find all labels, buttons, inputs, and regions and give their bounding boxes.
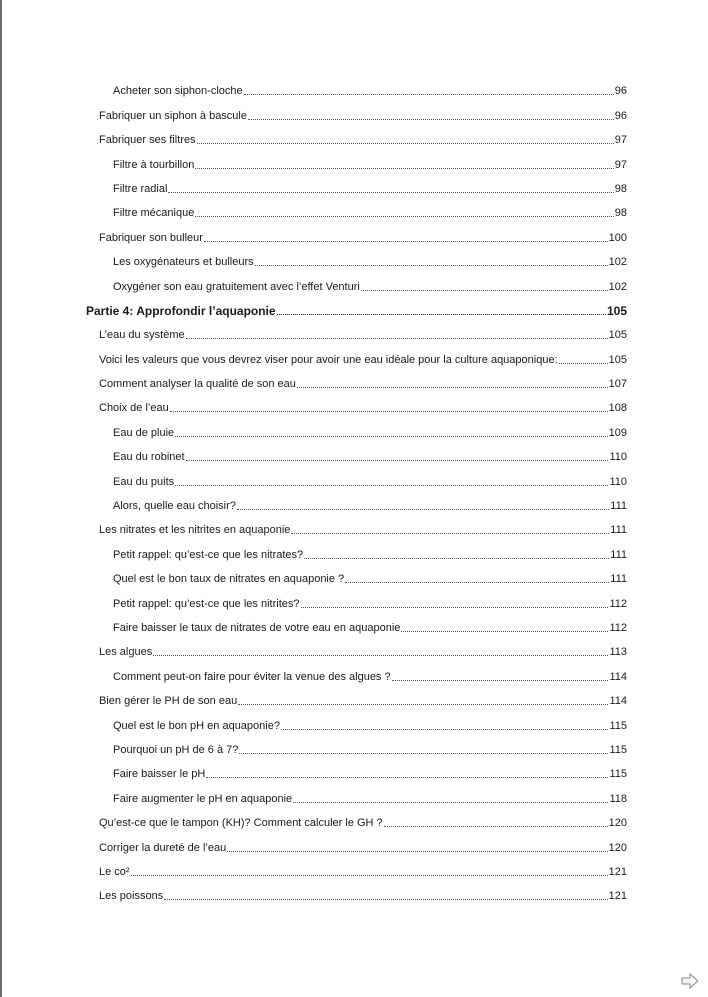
toc-page-number: 98 bbox=[614, 207, 627, 220]
toc-leader-dots bbox=[345, 581, 609, 583]
toc-leader-dots bbox=[227, 850, 607, 852]
toc-entry-title: Eau du robinet bbox=[113, 451, 185, 464]
toc-page-number: 111 bbox=[610, 548, 627, 561]
toc-entry-title: Fabriquer un siphon à bascule bbox=[99, 109, 247, 122]
toc-entry-title: Les algues bbox=[99, 646, 153, 659]
toc-entry[interactable] bbox=[113, 78, 627, 102]
toc-page-number: 118 bbox=[609, 792, 627, 805]
toc-entry[interactable] bbox=[113, 493, 627, 517]
toc-leader-dots bbox=[255, 264, 608, 266]
toc-page-number: 121 bbox=[608, 865, 627, 878]
toc-entry-title: Filtre mécanique bbox=[113, 207, 195, 220]
toc-leader-dots bbox=[281, 728, 608, 730]
toc-leader-dots bbox=[131, 874, 608, 876]
toc-entry-title: L’eau du système bbox=[99, 329, 185, 342]
toc-entry[interactable] bbox=[113, 419, 627, 443]
toc-entry-title: Choix de l’eau bbox=[99, 402, 169, 415]
toc-entry-title: Les oxygénateurs et bulleurs bbox=[113, 256, 254, 269]
toc-page-number: 115 bbox=[609, 719, 627, 732]
table-of-contents bbox=[0, 78, 708, 907]
toc-page-number: 111 bbox=[610, 500, 627, 513]
toc-entry[interactable] bbox=[113, 200, 627, 224]
toc-entry-title: Voici les valeurs que vous devrez viser pour avoir une eau idéale pour la culture aquaponique: bbox=[99, 353, 558, 366]
toc-leader-dots bbox=[186, 459, 609, 461]
toc-page-number: 110 bbox=[609, 451, 627, 464]
toc-page-number: 96 bbox=[614, 109, 627, 122]
toc-page-number: 109 bbox=[608, 426, 627, 439]
toc-leader-dots bbox=[361, 289, 608, 291]
toc-entry[interactable] bbox=[99, 371, 627, 395]
toc-page-number: 107 bbox=[608, 378, 627, 391]
toc-entry-title: Alors, quelle eau choisir? bbox=[113, 500, 236, 513]
toc-entry-title: Eau du puits bbox=[113, 475, 175, 488]
toc-leader-dots bbox=[392, 679, 609, 681]
toc-entry-title: Filtre radial bbox=[113, 182, 168, 195]
toc-entry[interactable] bbox=[99, 346, 627, 370]
toc-entry-title: Faire augmenter le pH en aquaponie bbox=[113, 792, 293, 805]
toc-entry-title: Petit rappel: qu’est-ce que les nitrates? bbox=[113, 548, 304, 561]
toc-page-number: 111 bbox=[610, 524, 627, 537]
toc-leader-dots bbox=[291, 532, 609, 534]
toc-entry[interactable] bbox=[113, 590, 627, 614]
toc-page-number: 97 bbox=[614, 158, 627, 171]
toc-entry[interactable] bbox=[113, 712, 627, 736]
toc-entry[interactable] bbox=[113, 176, 627, 200]
toc-entry[interactable] bbox=[99, 322, 627, 346]
toc-part-heading[interactable] bbox=[86, 298, 627, 322]
toc-entry-title: Quel est le bon taux de nitrates en aquaponie ? bbox=[113, 573, 345, 586]
toc-page-number: 105 bbox=[606, 303, 627, 318]
toc-entry-title: Oxygéner son eau gratuitement avec l’effet Venturi bbox=[113, 280, 360, 293]
toc-entry[interactable] bbox=[99, 127, 627, 151]
toc-leader-dots bbox=[186, 337, 608, 339]
toc-page-number: 108 bbox=[608, 402, 627, 415]
toc-entry-title: Acheter son siphon-cloche bbox=[113, 85, 243, 98]
toc-entry[interactable] bbox=[99, 688, 627, 712]
toc-entry-title: Comment peut-on faire pour éviter la venue des algues ? bbox=[113, 670, 391, 683]
toc-leader-dots bbox=[197, 142, 614, 144]
toc-leader-dots bbox=[244, 93, 614, 95]
toc-leader-dots bbox=[175, 484, 608, 486]
toc-entry-title: Petit rappel: qu’est-ce que les nitrites? bbox=[113, 597, 300, 610]
toc-entry[interactable] bbox=[113, 761, 627, 785]
toc-entry-title: Eau de pluie bbox=[113, 426, 175, 439]
toc-entry[interactable] bbox=[99, 639, 627, 663]
toc-leader-dots bbox=[168, 191, 613, 193]
toc-leader-dots bbox=[293, 801, 608, 803]
toc-leader-dots bbox=[195, 215, 613, 217]
toc-leader-dots bbox=[153, 654, 608, 656]
toc-leader-dots bbox=[401, 630, 608, 632]
toc-page-number: 100 bbox=[608, 231, 627, 244]
arrow-right-icon[interactable] bbox=[681, 972, 699, 990]
toc-leader-dots bbox=[195, 167, 613, 169]
toc-leader-dots bbox=[277, 313, 606, 315]
toc-entry-title: Fabriquer son bulleur bbox=[99, 231, 203, 244]
toc-leader-dots bbox=[384, 825, 608, 827]
toc-entry[interactable] bbox=[113, 249, 627, 273]
toc-entry[interactable] bbox=[113, 785, 627, 809]
toc-entry[interactable] bbox=[113, 468, 627, 492]
toc-entry[interactable] bbox=[113, 273, 627, 297]
toc-page-number: 102 bbox=[608, 280, 627, 293]
toc-leader-dots bbox=[297, 386, 608, 388]
toc-entry[interactable] bbox=[113, 737, 627, 761]
toc-entry-title: Bien gérer le PH de son eau bbox=[99, 695, 238, 708]
toc-page-number: 105 bbox=[608, 329, 627, 342]
toc-page-number: 112 bbox=[609, 621, 627, 634]
toc-entry[interactable] bbox=[99, 517, 627, 541]
toc-leader-dots bbox=[204, 240, 608, 242]
toc-page-number: 114 bbox=[609, 670, 627, 683]
toc-entry[interactable] bbox=[99, 810, 627, 834]
toc-entry[interactable] bbox=[99, 883, 627, 907]
toc-page-number: 112 bbox=[609, 597, 627, 610]
toc-leader-dots bbox=[301, 606, 609, 608]
toc-page-number: 115 bbox=[609, 743, 627, 756]
toc-page-number: 114 bbox=[609, 695, 627, 708]
toc-entry-title: Les nitrates et les nitrites en aquaponie bbox=[99, 524, 291, 537]
toc-entry[interactable] bbox=[113, 151, 627, 175]
toc-entry-title: Fabriquer ses filtres bbox=[99, 134, 196, 147]
toc-page-number: 121 bbox=[608, 890, 627, 903]
toc-page-number: 98 bbox=[614, 182, 627, 195]
toc-entry-title: Comment analyser la qualité de son eau bbox=[99, 378, 296, 391]
toc-entry-title: Faire baisser le pH bbox=[113, 768, 206, 781]
toc-entry[interactable] bbox=[99, 834, 627, 858]
toc-entry[interactable] bbox=[113, 541, 627, 565]
toc-page-number: 113 bbox=[609, 646, 627, 659]
toc-leader-dots bbox=[206, 776, 608, 778]
toc-entry[interactable] bbox=[99, 224, 627, 248]
toc-entry[interactable] bbox=[99, 102, 627, 126]
toc-page-number: 111 bbox=[610, 573, 627, 586]
toc-leader-dots bbox=[237, 508, 609, 510]
toc-page-number: 102 bbox=[608, 256, 627, 269]
toc-leader-dots bbox=[175, 435, 607, 437]
toc-entry[interactable] bbox=[113, 444, 627, 468]
toc-leader-dots bbox=[304, 557, 609, 559]
toc-entry[interactable] bbox=[113, 566, 627, 590]
toc-entry[interactable] bbox=[99, 395, 627, 419]
toc-leader-dots bbox=[170, 410, 608, 412]
toc-entry[interactable] bbox=[99, 859, 627, 883]
toc-leader-dots bbox=[164, 898, 607, 900]
toc-leader-dots bbox=[238, 703, 608, 705]
toc-page-number: 105 bbox=[608, 353, 627, 366]
toc-entry-title: Pourquoi un pH de 6 à 7? bbox=[113, 743, 239, 756]
toc-entry-title: Les poissons bbox=[99, 890, 164, 903]
toc-page-number: 110 bbox=[609, 475, 627, 488]
toc-page-number: 97 bbox=[614, 134, 627, 147]
toc-page-number: 120 bbox=[608, 817, 627, 830]
toc-page-number: 120 bbox=[608, 841, 627, 854]
toc-entry-title: Qu’est-ce que le tampon (KH)? Comment calculer le GH ? bbox=[99, 817, 383, 830]
toc-leader-dots bbox=[248, 118, 614, 120]
toc-page-number: 115 bbox=[609, 768, 627, 781]
toc-page-number: 96 bbox=[614, 85, 627, 98]
toc-leader-dots bbox=[239, 752, 608, 754]
toc-leader-dots bbox=[559, 362, 608, 364]
arrow-right-icon-graphic bbox=[681, 972, 699, 990]
toc-entry[interactable] bbox=[113, 615, 627, 639]
toc-entry-title: Filtre à tourbillon bbox=[113, 158, 195, 171]
toc-entry-title: Corriger la dureté de l’eau bbox=[99, 841, 227, 854]
toc-entry-title: Partie 4: Approfondir l’aquaponie bbox=[86, 303, 276, 318]
toc-entry-title: Le co² bbox=[99, 865, 130, 878]
toc-entry-title: Faire baisser le taux de nitrates de votre eau en aquaponie bbox=[113, 621, 401, 634]
toc-entry[interactable] bbox=[113, 663, 627, 687]
toc-entry-title: Quel est le bon pH en aquaponie? bbox=[113, 719, 280, 732]
